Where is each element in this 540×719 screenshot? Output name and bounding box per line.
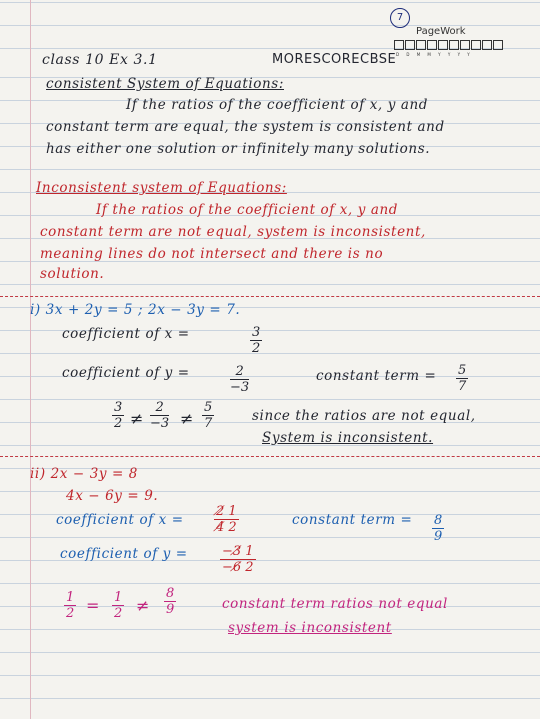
q1-equation: i) 3x + 2y = 5 ; 2x − 3y = 7. <box>30 302 241 318</box>
q2-coef-y-label: coefficient of y = <box>60 546 188 562</box>
consistent-line-3: has either one solution or infinitely many solutions. <box>46 141 431 157</box>
inconsistent-line-3: meaning lines do not intersect and there is no <box>40 246 384 262</box>
q1-const-label: constant term = <box>316 368 437 384</box>
q1-coef-x-num: 3 <box>252 325 261 340</box>
q1-cmp-b-num: 2 <box>150 402 169 416</box>
q2-cmp-a-den: 2 <box>66 606 75 621</box>
q1-cmp-b-fraction <box>150 402 169 430</box>
q2-coef-y-fraction <box>220 546 256 574</box>
q2-coef-y-num: −3̸ 1 <box>222 544 254 559</box>
q1-coef-x-label: coefficient of x = <box>62 326 190 342</box>
page-number-circle: 7 <box>390 8 410 28</box>
q2-const-fraction <box>432 515 444 543</box>
q1-coef-y-label: coefficient of y = <box>62 365 190 381</box>
consistent-line-2: constant term are equal, the system is consistent and <box>46 119 445 135</box>
class-label: class 10 Ex 3.1 <box>42 52 158 68</box>
q2-eq-sign: = <box>86 596 101 615</box>
q2-const-num: 8 <box>434 513 443 528</box>
q1-const-den: 7 <box>458 379 467 394</box>
q1-cmp-c-den: 7 <box>204 416 213 431</box>
q1-cmp-c-fraction <box>202 402 214 430</box>
q2-coef-x-num: 2̸ 1 <box>216 504 237 519</box>
q1-coef-x-den: 2 <box>252 341 261 356</box>
q2-coef-y-den: −6̸ 2 <box>222 560 254 575</box>
q2-cmp-c-den: 9 <box>166 602 175 617</box>
inconsistent-line-4: solution. <box>40 266 105 282</box>
consistent-title: consistent System of Equations: <box>46 76 284 92</box>
inconsistent-line-2: constant term are not equal, system is inconsistent, <box>40 224 426 240</box>
q1-cmp-c-num: 5 <box>204 400 213 415</box>
q1-conclusion-1: since the ratios are not equal, <box>252 408 476 424</box>
q2-cmp-a-num: 1 <box>66 590 75 605</box>
q2-cmp-b-den: 2 <box>114 606 123 621</box>
q2-conclusion-1: constant term ratios not equal <box>222 596 448 612</box>
q2-cmp-a-fraction <box>64 592 76 620</box>
consistent-line-1: If the ratios of the coefficient of x, y and <box>126 97 429 113</box>
q1-neq-2: ≠ <box>180 409 195 428</box>
section-divider-1 <box>0 296 540 297</box>
q1-coef-y-den: −3 <box>230 380 250 395</box>
q1-neq-1: ≠ <box>130 409 145 428</box>
q1-coef-y-fraction <box>230 366 249 394</box>
q1-coef-x-fraction <box>250 327 262 355</box>
q2-cmp-b-fraction <box>112 592 124 620</box>
q1-conclusion-2: System is inconsistent. <box>262 430 434 446</box>
date-box-letters: D D M M Y Y Y Y <box>396 52 473 57</box>
q1-const-num: 5 <box>458 363 467 378</box>
q2-eq1: ii) 2x − 3y = 8 <box>30 466 138 482</box>
q2-conclusion-2: system is inconsistent <box>228 620 392 636</box>
q2-eq2: 4x − 6y = 9. <box>66 488 159 504</box>
q1-cmp-a-num: 3 <box>114 400 123 415</box>
logo-name: PageWork <box>416 26 466 37</box>
q2-neq-sign: ≠ <box>136 596 151 615</box>
q1-const-fraction <box>456 365 468 393</box>
q2-cmp-c-num: 8 <box>166 586 175 601</box>
q1-cmp-b-den: −3 <box>150 416 170 431</box>
q1-coef-y-num: 2 <box>230 366 249 380</box>
q2-const-den: 9 <box>434 529 443 544</box>
inconsistent-line-1: If the ratios of the coefficient of x, y and <box>96 202 399 218</box>
inconsistent-title: Inconsistent system of Equations: <box>36 180 287 196</box>
q2-cmp-b-num: 1 <box>114 590 123 605</box>
pagework-logo <box>390 8 490 63</box>
q2-coef-x-den: 4̸ 2 <box>216 520 237 535</box>
q2-const-label: constant term = <box>292 512 413 528</box>
q2-cmp-c-fraction <box>164 588 176 616</box>
date-boxes <box>394 40 503 50</box>
q2-coef-x-fraction <box>214 506 239 534</box>
q2-coef-x-label: coefficient of x = <box>56 512 184 528</box>
margin-line <box>30 0 31 719</box>
q1-cmp-a-fraction <box>112 402 124 430</box>
section-divider-2 <box>0 456 540 457</box>
brand-label: MORESCORECBSE <box>272 52 397 67</box>
q1-cmp-a-den: 2 <box>114 416 123 431</box>
